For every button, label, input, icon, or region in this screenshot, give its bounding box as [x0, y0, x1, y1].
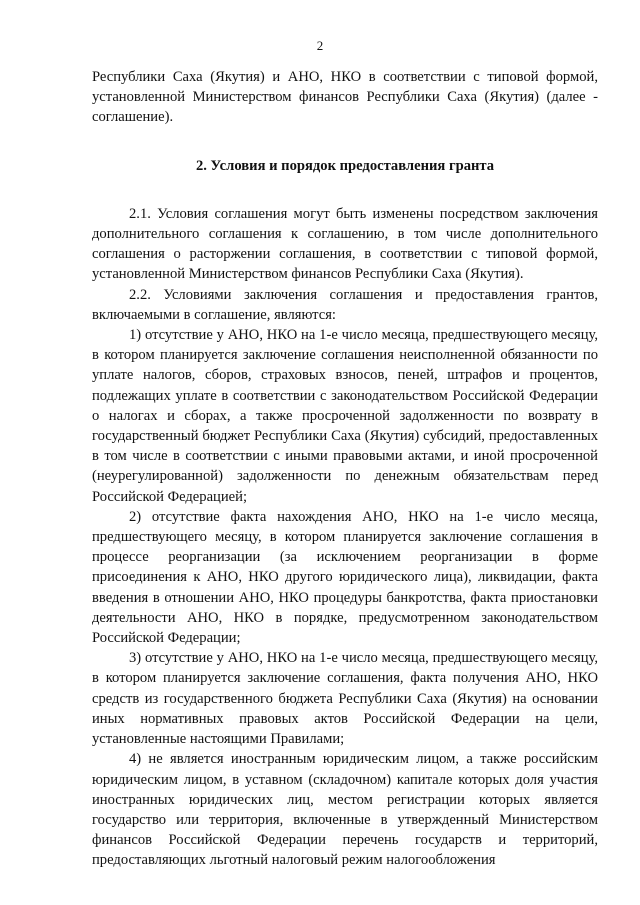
intro-paragraph: Республики Саха (Якутия) и АНО, НКО в соответствии с типовой формой, установленной Министерством финансов Республики Саха (Якутия) (далее - соглашение). — [92, 69, 598, 126]
list-item-1: 1) отсутствие у АНО, НКО на 1-е число месяца, предшествующего месяцу, в котором планируется заключение соглашения неисполненной обязанности по уплате налогов, сборов, страховых взносов, пеней, штрафов и процентов, подлежащих уплате в соответствии с законодательством Российской Федерации о налогах и сборах, а также просроченной задолженности по возврату в государственный бюджет Республики Саха (Якутия) субсидий, предоставленных в том числе в соответствии с иными правовыми актами, и иной просроченной (неурегулированной) задолженности по денежным обязательствам перед Российской Федерацией; — [92, 327, 598, 505]
section-heading: 2. Условия и порядок предоставления гранта — [195, 157, 495, 174]
document-body — [92, 67, 598, 871]
paragraph-2-2: 2.2. Условиями заключения соглашения и предоставления грантов, включаемыми в соглашение, являются: — [92, 286, 598, 323]
list-item-2: 2) отсутствие факта нахождения АНО, НКО на 1-е число месяца, предшествующего месяцу, в котором планируется заключение соглашения в процессе реорганизации (за исключением реорганизации в форме присоединения к АНО, НКО другого юридического лица), ликвидации, факта введения в отношении АНО, НКО процедуры банкротства, факта приостановки деятельности АНО, НКО в порядке, предусмотренном законодательством Российской Федерации; — [92, 508, 598, 647]
page-number: 2 — [316, 38, 324, 53]
list-item-4: 4) не является иностранным юридическим лицом, а также российским юридическим лицом, в уставном (складочном) капитале которых доля участия иностранных юридических лиц, местом регистрации которых является государство или территория, включенные в утвержденный Министерством финансов Российской Федерации перечень государств и территорий, предоставляющих льготный налоговый режим налогообложения — [92, 751, 598, 869]
list-item-3: 3) отсутствие у АНО, НКО на 1-е число месяца, предшествующего месяцу, в котором планируется заключение соглашения, факта получения АНО, НКО средств из государственного бюджета Республики Саха (Якутия) на основании иных нормативных правовых актов Российской Федерации на цели, установленные настоящими Правилами; — [92, 650, 598, 748]
paragraph-2-1: 2.1. Условия соглашения могут быть изменены посредством заключения дополнительного соглашения к соглашению, в том числе дополнительного соглашения о расторжении соглашения, в соответствии с типовой формой, установленной Министерством финансов Республики Саха (Якутия). — [92, 205, 598, 283]
